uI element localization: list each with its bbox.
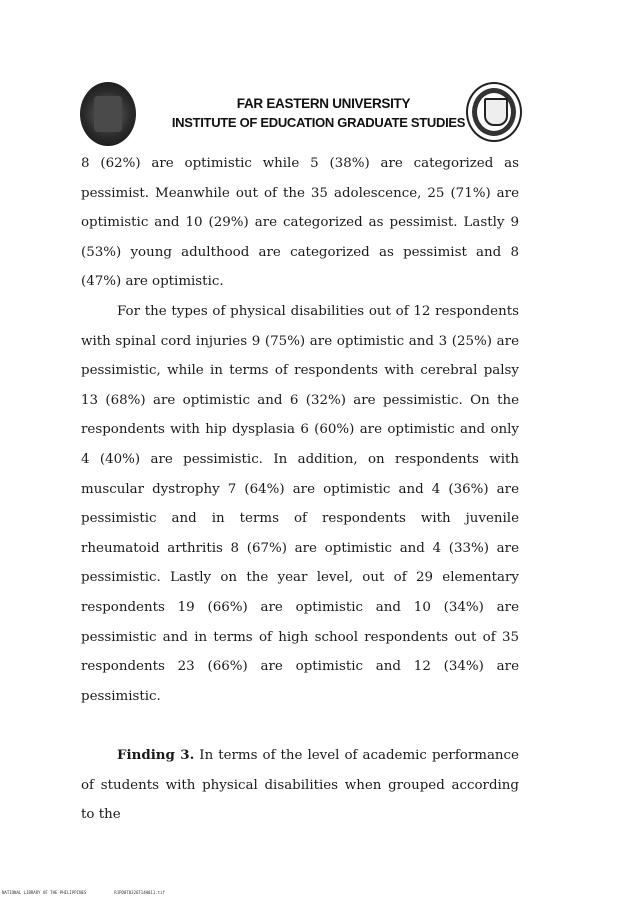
university-seal-logo [80,82,136,146]
library-name: NATIONAL LIBRARY OF THE PHILIPPINES [2,890,87,895]
body-text [81,149,519,830]
institute-name: INSTITUTE OF EDUCATION GRADUATE STUDIES [171,115,466,130]
paragraph-3 [81,741,519,830]
scan-footer [2,890,193,895]
finding-label: Finding 3. [117,747,195,764]
paragraph-2: For the types of physical disabilities out of 12 respondents with spinal cord injuries 9 (75%) are optimistic and 3 (25%) are pessimistic, while in terms of respondents with cerebral palsy 13 (68%) are optimistic and 6 (32%) are pessimistic. On the respondents with hip dysplasia 6 (60%) are optimistic and only 4 (40%) are pessimistic. In addition, on respondents with muscular dystrophy 7 (64%) are optimistic and 4 (36%) are pessimistic and in terms of respondents with juvenile rheumatoid arthritis 8 (67%) are optimistic and 4 (33%) are pessimistic. Lastly on the year level, out of 29 elementary respondents 19 (66%) are optimistic and 10 (34%) are pessimistic and in terms of high school respondents out of 35 respondents 23 (66%) are optimistic and 12 (34%) are pessimistic. [81,303,519,704]
institute-seal-logo [466,82,522,142]
finding-text: In terms of the level of academic performance of students with physical disabilities when grouped according to the [81,748,519,823]
paragraph-1: 8 (62%) are optimistic while 5 (38%) are categorized as pessimist. Meanwhile out of the 35 adolescence, 25 (71%) are optimistic and 10 (29%) are categorized as pessimist. Lastly 9 (53%) young adulthood are categorized as pessimist and 8 (47%) are optimistic. [81,156,519,290]
file-code: RJPD0T0326T14H011.tif [114,890,165,895]
university-name: FAR EASTERN UNIVERSITY [236,96,411,111]
letterhead [0,80,637,150]
